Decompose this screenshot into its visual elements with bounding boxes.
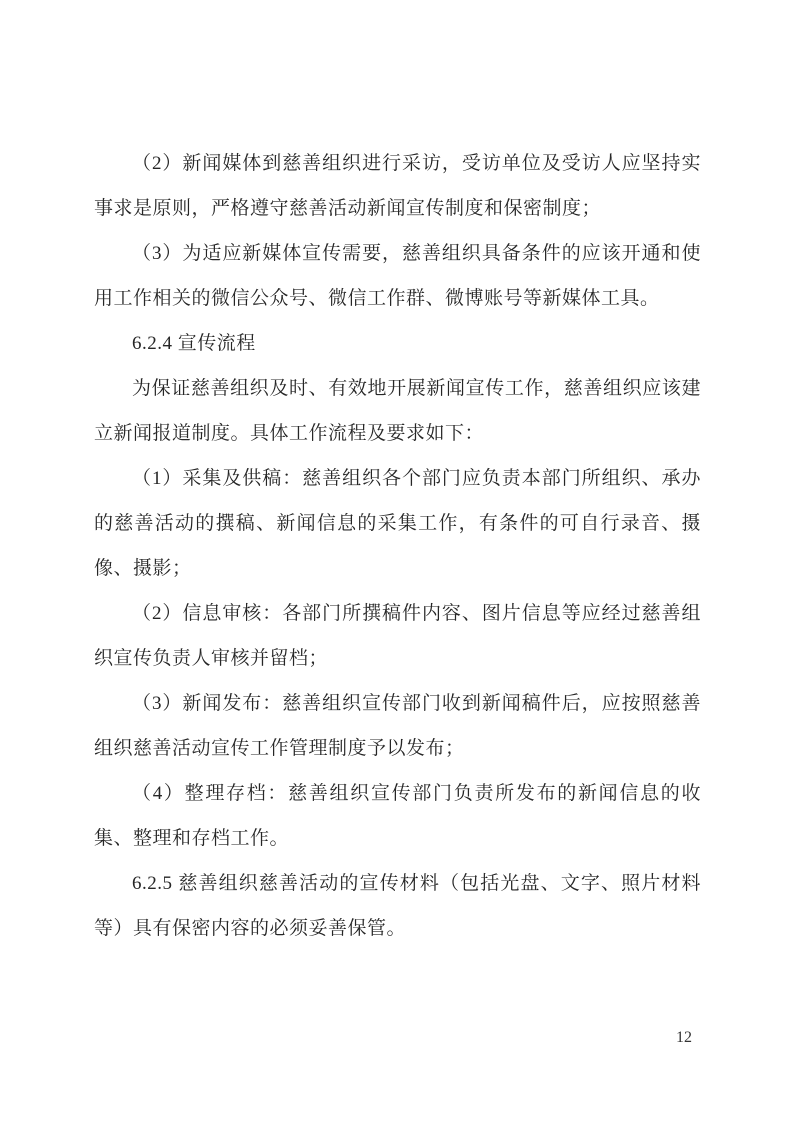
paragraph-step-3-release: （3）新闻发布：慈善组织宣传部门收到新闻稿件后，应按照慈善组织慈善活动宣传工作管理制度予以发布； [94,693,701,759]
paragraph-media-interview: （2）新闻媒体到慈善组织进行采访，受访单位及受访人应坚持实事求是原则，严格遵守慈善活动新闻宣传制度和保密制度； [94,153,701,219]
paragraph-step-4-archive: （4）整理存档：慈善组织宣传部门负责所发布的新闻信息的收集、整理和存档工作。 [94,783,701,849]
paragraph-process-intro: 为保证慈善组织及时、有效地开展新闻宣传工作，慈善组织应该建立新闻报道制度。具体工作流程及要求如下： [94,378,701,444]
page-number: 12 [676,1029,692,1046]
paragraph-new-media-tools: （3）为适应新媒体宣传需要，慈善组织具备条件的应该开通和使用工作相关的微信公众号、微信工作群、微博账号等新媒体工具。 [94,243,701,309]
document-body [94,141,701,951]
paragraph-step-1-collection: （1）采集及供稿：慈善组织各个部门应负责本部门所组织、承办的慈善活动的撰稿、新闻信息的采集工作，有条件的可自行录音、摄像、摄影； [94,468,701,579]
paragraph-section-6-2-5-materials: 6.2.5 慈善组织慈善活动的宣传材料（包括光盘、文字、照片材料等）具有保密内容的必须妥善保管。 [94,873,701,939]
paragraph-step-2-review: （2）信息审核：各部门所撰稿件内容、图片信息等应经过慈善组织宣传负责人审核并留档； [94,603,701,669]
heading-section-6-2-4: 6.2.4 宣传流程 [132,333,256,354]
